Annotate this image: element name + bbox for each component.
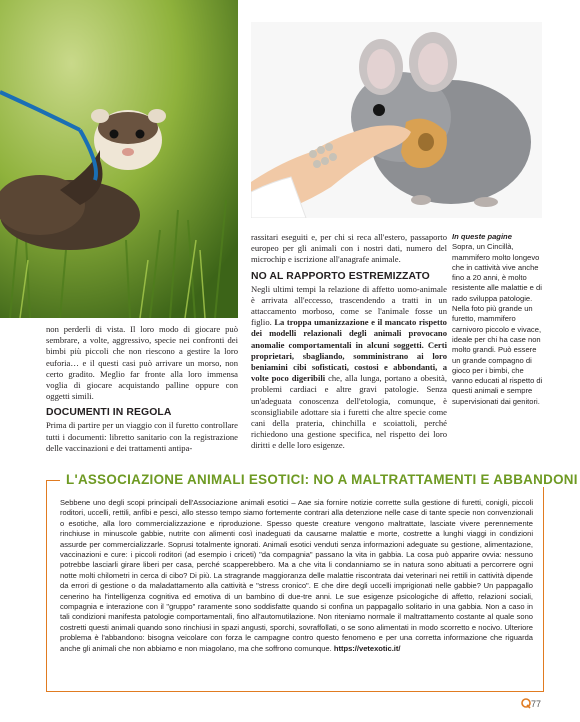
- box-title: L'ASSOCIAZIONE ANIMALI ESOTICI: NO A MALTRATTAMENTI E ABBANDONI: [60, 472, 580, 487]
- middle-text-column: [251, 232, 447, 452]
- body-paragraph: rassitari eseguiti e, per chi si reca all'estero, passaporto europeo per gli animali con i nostri dati, numero del microchip e iscrizione all'anagrafe animale.: [251, 232, 447, 265]
- magazine-logo-icon: [521, 697, 531, 709]
- bold-text: La troppa umanizzazione e il mancato rispetto dei modelli relazionali degli animali provocano anomalie comportamentali in alcuni soggetti. Certi proprietari, sbagliando, somministrano ai loro beniamini cibi sofisticati, costosi e abbondanti, a volte poco digeribili: [251, 317, 447, 384]
- body-text: Negli ultimi tempi la relazione di affetto uomo-animale è arrivata all'eccesso, trascendendo a tratti in un attaccamento morboso, come se l'animale fosse un figlio.: [251, 283, 447, 328]
- section-heading-documenti: DOCUMENTI IN REGOLA: [46, 407, 172, 419]
- chinchilla-photo: [251, 22, 542, 218]
- body-paragraph: [251, 284, 447, 452]
- page-number: 77: [531, 699, 542, 709]
- website-link[interactable]: https://vetexotic.it/: [333, 643, 401, 653]
- body-paragraph: Prima di partire per un viaggio con il furetto controllare tutti i documenti: libretto sanitario con la registrazione delle vaccinazioni e dei trattamenti antipa-: [46, 420, 238, 453]
- caption-text: Sopra, un Cincillà, mammifero molto longevo che in cattività vive anche fino a 20 anni, è molto resistente alle malattie e di rado sviluppa patologie. Nella foto più grande un furetto, mammifero carnivoro piccolo e vivace, ideale per chi ha case non molto grandi. Può essere un grande compagno di gioco per i bimbi, che vanno educati al rispetto di questi animali e sempre supervisionati dai genitori.: [452, 242, 543, 406]
- chinchilla-illustration: [251, 22, 542, 218]
- left-text-column: [46, 324, 238, 454]
- box-text: [60, 498, 533, 654]
- ferret-photo: [0, 0, 238, 318]
- body-text: che, alla lunga, portano a obesità, problemi cardiaci e altre gravi patologie. Senza un'adeguata conoscenza dell'etologia, comunque, è sconsigliabile adottare sia i furetti che altre specie come cani della prateria, chinchilla e scoiattoli, perché richiedono una gestione specifica, nel rispetto dei loro diritti e delle loro esigenze.: [251, 373, 447, 451]
- caption-title: In queste pagine: [452, 232, 512, 241]
- section-heading-rapporto: NO AL RAPPORTO ESTREMIZZATO: [251, 270, 430, 282]
- box-body: Sebbene uno degli scopi principali dell'Associazione animali esotici – Aae sia fornire notizie corrette sulla gestione di furetti, conigli, piccoli roditori, uccelli, rettili, anfibi e pesci, allo stesso tempo siamo fortemente contrari alla detenzione nelle case di tante specie non convenzionali o esotiche, alla loro commercializzazione e riproduzione. Spesso queste creature vengono maltrattate, lasciate vivere perennemente rinchiuse in minuscole gabbie, nutrite con alimenti così inadeguati da causarne malattie e morte, costrette a lunghi viaggi in condizioni assurde per commercializzarle. Soprusi totalmente ignorati. Animali esotici venduti senza informazioni adeguate su gestione, alimentazione, vaccinazioni e cure: i piccoli roditori (ad esempio i criceti) "da compagnia" passano la vita in gabbia. La cosa può apparire ovvia: nessuno potrebbe lasciarli girare liberi per casa, perché scapperebbero. Ma a che vita li condanniamo se in natura sono abituati a percorrere ogni notte molti chilometri in cerca di cibo? Di più. La stragrande maggioranza delle malattie riscontrata dai veterinari nei rettili in cattività dipende da errori di gestione o da maladattamento alla cattività e "stress cronico". E che dire degli uccelli imprigionati nelle gabbie? Un pappagallo cenerino ha l'intelligenza cognitiva ed emotiva di un bambino di due-tre anni. Le sue esigenze psicologiche di affetto, relazioni sociali, compagnia e interazione con il "gruppo" raramente sono soddisfatte quando si confina un pappagallo solitario in una gabbia. Non a caso in tali condizioni manifesta patologie comportamentali, fino all'automutilazione. Non riteniamo normale il maltrattamento costante al quale sono costretti questi animali quando sono rinchiusi in spazi angusti, sporchi, sovraffollati, o se sono alimentati in modo scorretto e nocivo. Ulteriore problema è l'abbandono: bisogna veicolare con forza le campagne contro questo fenomeno e per una corretta informazione che riguarda anche gli animali che non abbiamo e non miagolano, ma che soffrono comunque.: [60, 498, 533, 653]
- ferret-illustration: [0, 0, 238, 318]
- photo-caption: [452, 232, 544, 407]
- body-paragraph: non perderli di vista. Il loro modo di giocare può sembrare, a volte, aggressivo, specie nei confronti dei bimbi più piccoli che non riescono a gestire la loro euforia… e il questi casi può arrivare un morso, non certo gradito. Meglio far fronte alla loro immensa voglia di giocare acquistando palline oppure con oggetti simili.: [46, 324, 238, 402]
